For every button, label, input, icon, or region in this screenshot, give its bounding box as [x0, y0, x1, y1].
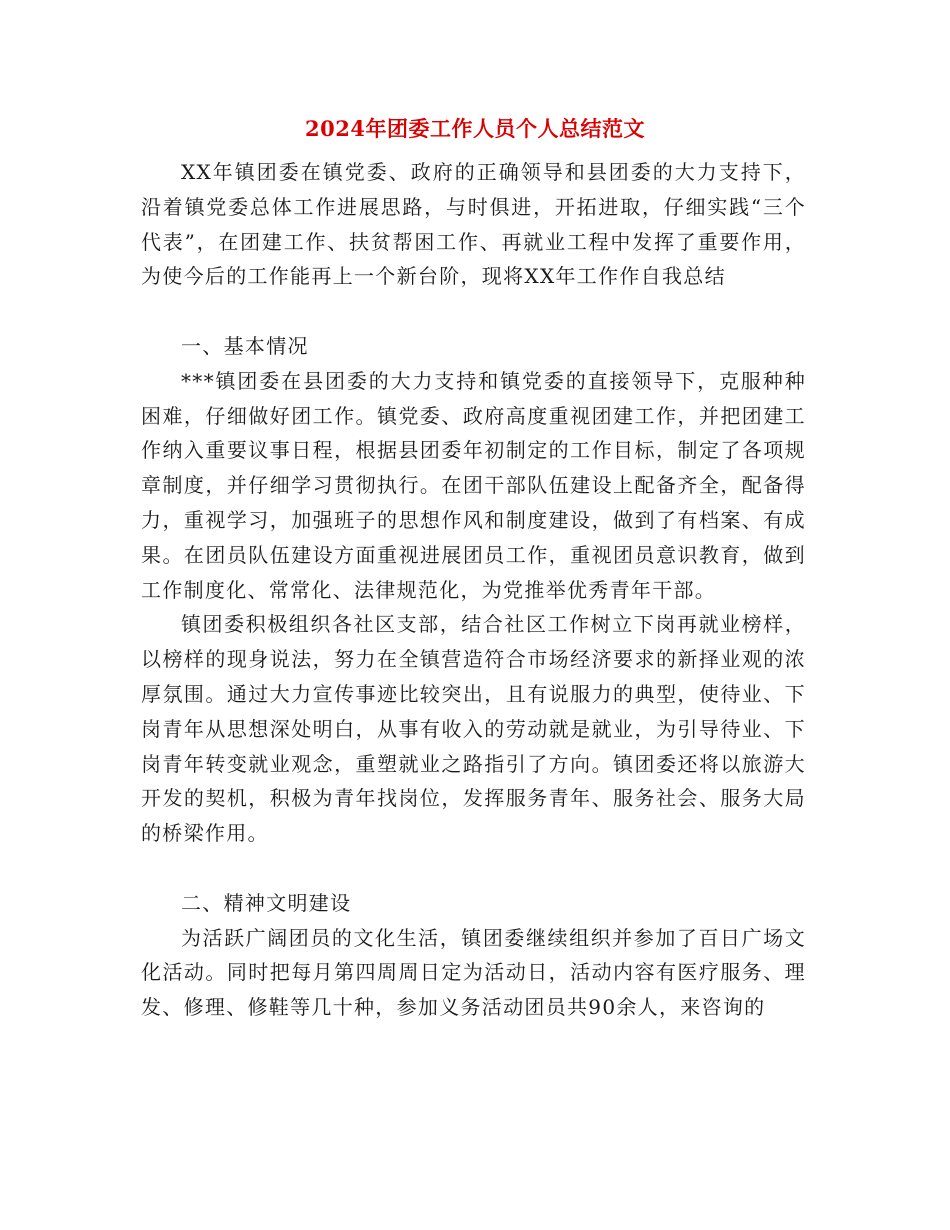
paragraph-gap	[141, 294, 806, 329]
section-paragraph: 为活跃广阔团员的文化生活，镇团委继续组织并参加了百日广场文化活动。同时把每月第四周周日定为活动日，活动内容有医疗服务、理发、修理、修鞋等几十种，参加义务活动团员共90余人，来咨询的	[141, 925, 806, 1020]
section-heading-spiritual-civilization: 二、精神文明建设	[181, 890, 352, 915]
section-paragraph: 镇团委积极组织各社区支部，结合社区工作树立下岗再就业榜样，以榜样的现身说法，努力在全镇营造符合市场经济要求的新择业观的浓厚氛围。通过大力宣传事迹比较突出，且有说服力的典型，使待业、下岗青年从思想深处明白，从事有收入的劳动就是就业，为引导待业、下岗青年转变就业观念，重塑就业之路指引了方向。镇团委还将以旅游大开发的契机，积极为青年找岗位，发挥服务青年、服务社会、服务大局的桥梁作用。	[141, 612, 806, 846]
paragraph-gap	[141, 851, 806, 886]
document-title: 2024年团委工作人员个人总结范文	[305, 116, 645, 141]
section-heading-basic-situation: 一、基本情况	[181, 333, 309, 358]
section-paragraph: ***镇团委在县团委的大力支持和镇党委的直接领导下，克服种种困难，仔细做好团工作。镇党委、政府高度重视团建工作，并把团建工作纳入重要议事日程，根据县团委年初制定的工作目标，制定了各项规章制度，并仔细学习贯彻执行。在团干部队伍建设上配备齐全，配备得力，重视学习，加强班子的思想作风和制度建设，做到了有档案、有成果。在团员队伍建设方面重视进展团员工作，重视团员意识教育，做到工作制度化、常常化、法律规范化，为党推举优秀青年干部。	[141, 368, 806, 602]
document-body	[141, 155, 806, 1025]
intro-paragraph: XX年镇团委在镇党委、政府的正确领导和县团委的大力支持下，沿着镇党委总体工作进展思路，与时俱进，开拓进取，仔细实践“三个代表”，在团建工作、扶贫帮困工作、再就业工程中发挥了重要作用，为使今后的工作能再上一个新台阶，现将XX年工作作自我总结	[141, 160, 806, 289]
